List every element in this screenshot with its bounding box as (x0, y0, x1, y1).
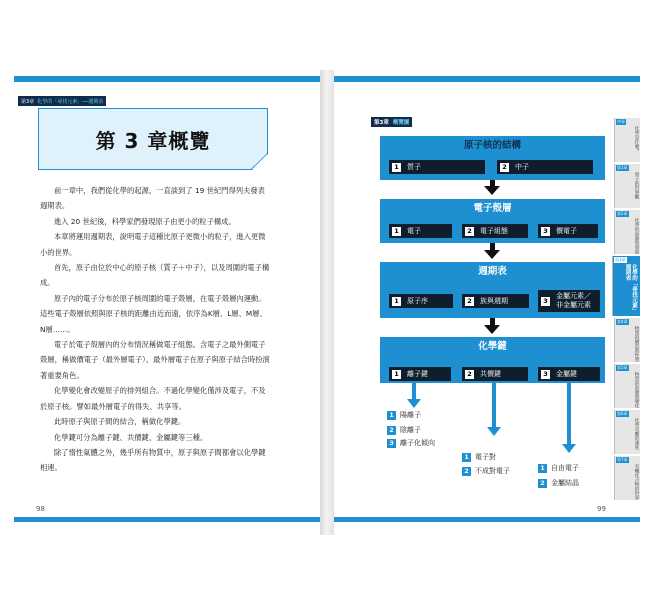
shell-item (462, 224, 528, 238)
sub-label: 電子對 (475, 453, 496, 461)
sub-number: 3 (387, 439, 396, 448)
right-page-number: 99 (597, 505, 606, 513)
item-label: 中子 (515, 163, 529, 171)
ionic-sub-item (387, 410, 421, 420)
side-tab-text: 原子的世界觀 (634, 172, 639, 199)
ionic-sub-item (387, 438, 435, 448)
periodic-item (462, 294, 529, 308)
item-number: 2 (465, 297, 474, 306)
item-number: 2 (465, 227, 474, 236)
bond-item (389, 367, 451, 381)
paragraph: 首先，原子由位於中心的原子核（質子＋中子），以及周圍的電子構成。 (40, 263, 270, 288)
periodic-title: 週期表 (478, 265, 507, 277)
item-number: 1 (392, 297, 401, 306)
item-number: 2 (500, 163, 509, 172)
side-tab-label: 第6章 (617, 411, 628, 416)
paragraph: 除了惰性氣體之外，幾乎所有物質中，原子與原子間都會以化學鍵相連。 (40, 447, 266, 473)
side-tab-text: 化學的起源與發展 (634, 218, 639, 254)
side-tab[interactable] (614, 456, 640, 500)
item-label: 離子鍵 (407, 370, 428, 378)
right-top-bar (334, 76, 640, 82)
overview-tag (371, 117, 412, 127)
item-label: 電子 (407, 227, 421, 235)
blue-down-arrow-icon (562, 444, 576, 453)
book-gutter (320, 70, 334, 535)
paragraph: 前一章中，我們從化學的起源，一直談到了 19 世紀門得列夫發表週期表。 (40, 186, 265, 211)
item-label: 族與週期 (480, 297, 508, 305)
side-tab[interactable] (614, 118, 640, 162)
item-number: 3 (541, 297, 550, 306)
item-label-line2: 非金屬元素 (556, 301, 591, 309)
paragraph: 進入 20 世紀後，科學家們發現原子由更小的粒子構成。 (54, 216, 236, 226)
left-page-number: 98 (36, 505, 45, 513)
bond-title: 化學鍵 (478, 340, 507, 352)
chapter-label: 第3章 (21, 98, 35, 105)
nucleus-title: 原子核的結構 (463, 139, 521, 151)
side-tab-text: 化學反應的速度 (634, 418, 639, 450)
metallic-sub-item (538, 478, 579, 488)
sub-label: 陰離子 (400, 426, 421, 434)
item-number: 3 (541, 227, 550, 236)
side-tab-text: 物質的狀態與變化 (634, 372, 639, 408)
blue-arrow-stem (492, 383, 496, 428)
arrow-stem (490, 243, 495, 250)
covalent-sub-item (462, 466, 510, 476)
bond-item (462, 367, 528, 381)
shell-item (389, 224, 452, 238)
sub-number: 2 (538, 479, 547, 488)
sub-number: 2 (387, 426, 396, 435)
paragraph: 此時原子與原子間的結合，稱做化學鍵。 (54, 417, 186, 427)
item-label: 原子序 (407, 297, 428, 305)
side-tab[interactable] (614, 318, 640, 362)
chapter-title-box (38, 108, 268, 170)
side-tab-active[interactable] (612, 256, 640, 316)
arrow-stem (490, 318, 495, 325)
bond-item (538, 367, 600, 381)
side-tab-text: 有機化合物的世界 (634, 464, 639, 500)
overview-title: 概覽圖 (392, 120, 410, 126)
paragraph: 化學鍵可分為離子鍵、共價鍵、金屬鍵等三種。 (54, 432, 208, 442)
side-tab-label: 第5章 (617, 365, 628, 370)
side-tab-text: 物質的構造與性質 (634, 326, 639, 362)
sub-number: 1 (387, 411, 396, 420)
shell-title: 電子殼層 (473, 202, 512, 214)
right-bottom-bar (334, 517, 640, 522)
paragraph: 原子內的電子分布於原子核周圍的電子殼層，在電子殼層內運動。這些電子殼層依照與原子核的距離由近而遠，依序為K層、L層、M層、N層……。 (40, 293, 267, 334)
chapter-title: 第 3 章概覽 (95, 128, 211, 153)
chapter-heading: 化學的「尋找元素」──週期表 (37, 98, 104, 105)
item-label: 價電子 (556, 227, 577, 235)
ionic-sub-item (387, 425, 421, 435)
paragraph: 本章將運用週期表，說明電子這種比原子更微小的粒子，進入更微小的世界。 (40, 232, 266, 257)
item-label: 金屬元素／ (556, 292, 591, 300)
side-tab[interactable] (614, 364, 640, 408)
side-tab-label: 第3章 (615, 257, 626, 262)
overview-chapter-label: 第3章 (374, 120, 389, 126)
side-tab-label: 第2章 (617, 211, 628, 216)
item-label: 共價鍵 (480, 370, 501, 378)
nucleus-item (389, 160, 485, 174)
side-tab-label: 序章 (617, 119, 625, 124)
blue-arrow-stem (412, 383, 416, 400)
sub-label: 離子化傾向 (400, 439, 435, 447)
item-number: 1 (392, 370, 401, 379)
metallic-sub-item (538, 463, 579, 473)
side-tab[interactable] (614, 210, 640, 254)
blue-arrow-stem (567, 383, 571, 445)
side-tab-text: 化學是什麼？ (634, 126, 639, 153)
folded-corner-line (250, 152, 268, 170)
down-arrow-icon (484, 186, 500, 195)
periodic-item (538, 290, 600, 312)
left-bottom-bar (14, 517, 320, 522)
shell-item (538, 224, 598, 238)
side-tab-label: 第4章 (617, 319, 628, 324)
blue-down-arrow-icon (407, 399, 421, 408)
sub-label: 金屬結晶 (551, 479, 579, 487)
sub-label: 自由電子 (551, 464, 579, 472)
item-label: 質子 (407, 163, 421, 171)
body-text (40, 183, 272, 476)
sub-number: 1 (538, 464, 547, 473)
periodic-item (389, 294, 453, 308)
side-tab-label: 第1章 (617, 165, 628, 170)
down-arrow-icon (484, 250, 500, 259)
side-tab-text: 化學的「尋找元素」週期表 (624, 264, 637, 314)
sub-label: 不成對電子 (475, 467, 510, 475)
paragraph: 電子於電子殼層內的分布情況稱做電子組態。含電子之最外側電子殼層，稱做價電子（最外層電子）。最外層電子在原子與原子結合時扮演著重要角色。 (40, 340, 270, 380)
nucleus-item (497, 160, 593, 174)
paragraph: 化學變化會改變原子的排列組合。不過化學變化僅涉及電子，不及於原子核。譬如最外層電子的得失、共享等。 (40, 386, 266, 411)
sub-number: 1 (462, 453, 471, 462)
blue-down-arrow-icon (487, 427, 501, 436)
chapter-heading-tab (18, 96, 106, 106)
sub-label: 陽離子 (400, 411, 421, 419)
side-tab[interactable] (614, 164, 640, 208)
item-label: 金屬鍵 (556, 370, 577, 378)
item-number: 1 (392, 163, 401, 172)
covalent-sub-item (462, 452, 496, 462)
left-top-bar (14, 76, 320, 82)
item-number: 1 (392, 227, 401, 236)
down-arrow-icon (484, 325, 500, 334)
item-number: 3 (541, 370, 550, 379)
item-number: 2 (465, 370, 474, 379)
item-label: 電子組態 (480, 227, 508, 235)
side-tab[interactable] (614, 410, 640, 454)
side-tab-label: 第7章 (617, 457, 628, 462)
sub-number: 2 (462, 467, 471, 476)
